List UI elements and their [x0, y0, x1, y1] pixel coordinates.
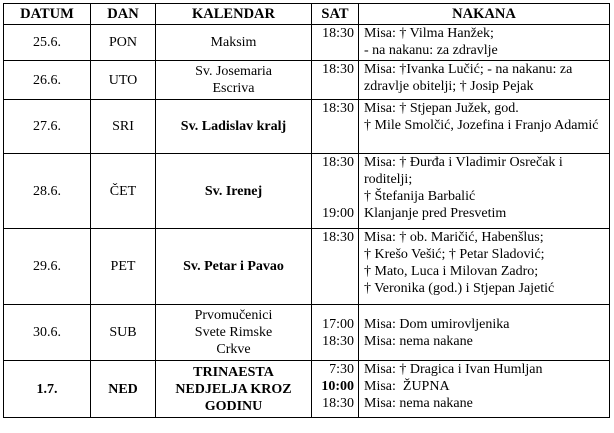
time-value: 18:30: [322, 333, 354, 349]
header-nakana: NAKANA: [359, 4, 610, 25]
note-line: Misa: † Vilma Hanžek;: [364, 26, 494, 41]
date-cell: 29.6.: [4, 229, 91, 305]
header-dan: DAN: [91, 4, 156, 25]
day-cell: SRI: [91, 100, 156, 154]
time-value: 18:30: [322, 155, 354, 170]
note-line: † Mato, Luca i Milovan Zadro;: [364, 264, 539, 279]
note-cell: [359, 154, 610, 229]
table-row: [4, 61, 610, 100]
time-cell: [312, 361, 359, 418]
note-line: Klanjanje pred Presvetim: [364, 206, 507, 221]
date-cell: 1.7.: [4, 361, 91, 418]
note-cell: [359, 229, 610, 305]
note-line: † Krešo Vešić; † Petar Sladović;: [364, 247, 545, 262]
header-datum: DATUM: [4, 4, 91, 25]
note-line: - na nakanu: za zdravlje: [364, 43, 498, 58]
note-cell: [359, 100, 610, 154]
table-row: [4, 154, 610, 229]
date-cell: 26.6.: [4, 61, 91, 100]
header-row: [4, 4, 610, 25]
time-value: 18:30: [322, 26, 354, 41]
note-line: Misa: † ob. Maričić, Habenšlus;: [364, 230, 544, 245]
time-value: 10:00: [321, 379, 354, 394]
note-line: Misa: nema nakane: [364, 396, 473, 411]
time-cell: [312, 154, 359, 229]
time-cell: [312, 61, 359, 100]
calendar-cell: Sv. Josemaria Escriva: [156, 61, 312, 100]
note-line: † Mile Smolčić, Jozefina i Franjo Adamić: [364, 118, 599, 133]
note-line: † Veronika (god.) i Stjepan Jajetić: [364, 281, 555, 296]
day-cell: UTO: [91, 61, 156, 100]
day-cell: NED: [91, 361, 156, 418]
calendar-cell: Sv. Ladislav kralj: [156, 100, 312, 154]
date-cell: 27.6.: [4, 100, 91, 154]
date-cell: 25.6.: [4, 25, 91, 61]
time-cell: [312, 305, 359, 361]
calendar-cell: Prvomučenici Svete Rimske Crkve: [156, 305, 312, 361]
table-row: [4, 100, 610, 154]
time-cell: [312, 25, 359, 61]
time-value: 19:00: [322, 206, 354, 221]
note-line: Misa: †Ivanka Lučić; - na nakanu: za zdravlje obitelji; † Josip Pejak: [364, 62, 573, 94]
time-value: 17:00: [322, 316, 354, 332]
note-cell: [359, 25, 610, 61]
note-line: Misa: Dom umirovljenika: [364, 316, 510, 332]
note-line: † Štefanija Barbalić: [364, 189, 476, 204]
table-row: [4, 305, 610, 361]
header-kalendar: KALENDAR: [156, 4, 312, 25]
time-value: 7:30: [329, 362, 354, 377]
note-line: Misa: † Dragica i Ivan Humljan: [364, 362, 543, 377]
time-value: 18:30: [322, 230, 354, 245]
calendar-cell: TRINAESTA NEDJELJA KROZ GODINU: [156, 361, 312, 418]
table-row: [4, 25, 610, 61]
note-line: Misa: † Đurđa i Vladimir Osrečak i roditelji;: [364, 155, 563, 187]
day-cell: ČET: [91, 154, 156, 229]
table-row: [4, 229, 610, 305]
note-cell: [359, 61, 610, 100]
calendar-cell: Sv. Irenej: [156, 154, 312, 229]
calendar-cell: Maksim: [156, 25, 312, 61]
note-cell: [359, 305, 610, 361]
time-cell: [312, 100, 359, 154]
table-row: [4, 361, 610, 418]
note-line: Misa: ŽUPNA: [364, 379, 450, 394]
note-line: Misa: † Stjepan Južek, god.: [364, 101, 519, 116]
note-cell: [359, 361, 610, 418]
time-value: 18:30: [322, 396, 354, 411]
note-line: Misa: nema nakane: [364, 333, 473, 349]
time-value: 18:30: [322, 101, 354, 116]
date-cell: 30.6.: [4, 305, 91, 361]
day-cell: SUB: [91, 305, 156, 361]
header-sat: SAT: [312, 4, 359, 25]
time-cell: [312, 229, 359, 305]
schedule-table: [3, 3, 610, 418]
day-cell: PON: [91, 25, 156, 61]
time-value: 18:30: [322, 62, 354, 77]
day-cell: PET: [91, 229, 156, 305]
calendar-cell: Sv. Petar i Pavao: [156, 229, 312, 305]
date-cell: 28.6.: [4, 154, 91, 229]
